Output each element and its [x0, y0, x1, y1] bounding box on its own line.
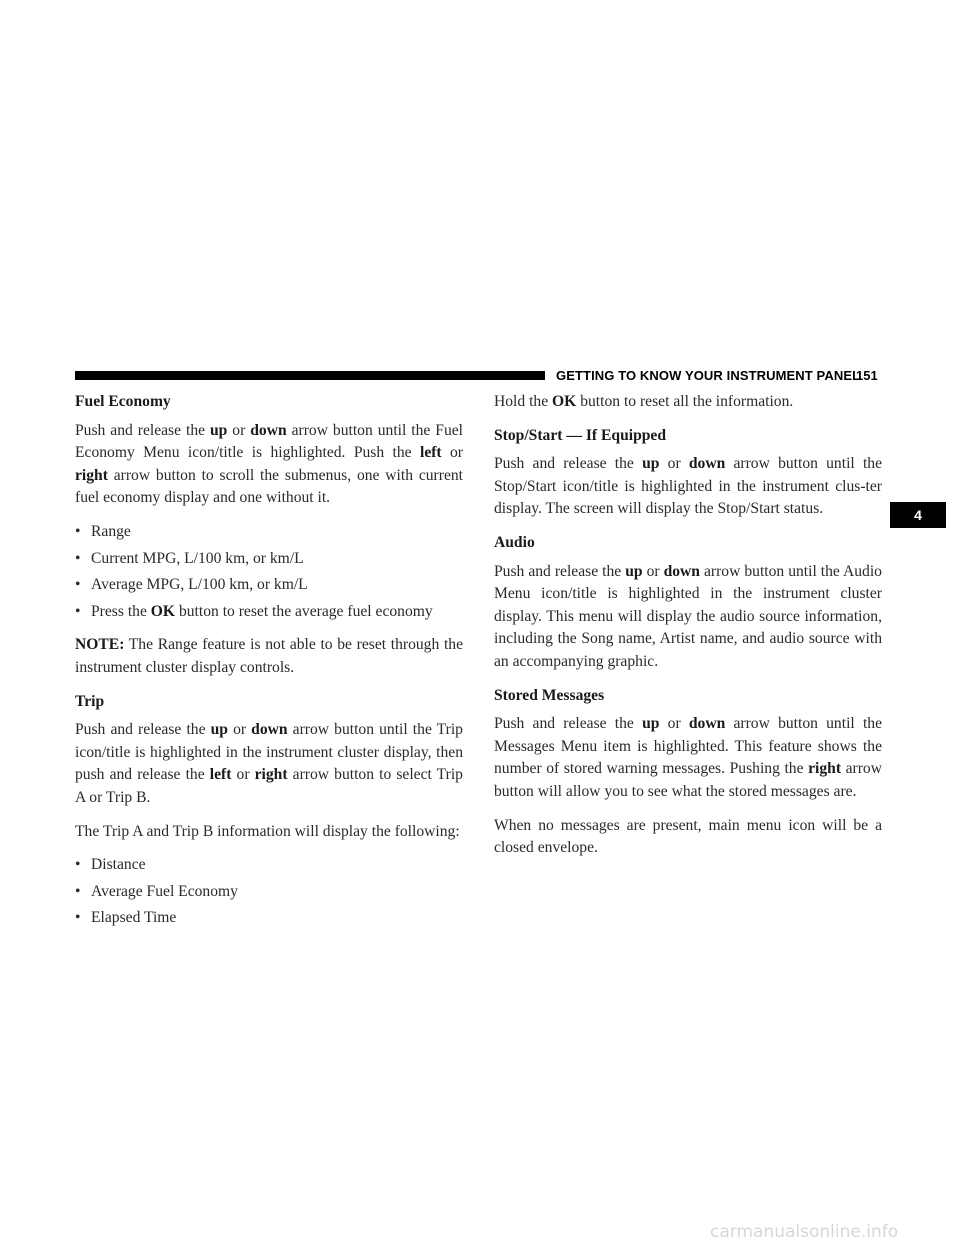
page-number: 151	[856, 368, 878, 383]
stop-start-paragraph: Push and release the up or down arrow button until the Stop/Start icon/title is highlighted in the instrument clus-ter display. The screen will display the Stop/Start status.	[494, 455, 882, 518]
header-rule	[75, 371, 545, 380]
heading-stop-start: Stop/Start — If Equipped	[494, 426, 667, 444]
left-column	[75, 391, 463, 941]
heading-stored-messages: Stored Messages	[494, 686, 605, 704]
list-item: • Distance	[75, 854, 463, 877]
audio-paragraph: Push and release the up or down arrow button until the Audio Menu icon/title is highlighted in the instrument cluster display. This menu will display the audio source information, including the Song name, Artist name, and audio source with an accompanying graphic.	[494, 562, 882, 670]
list-item: • Range	[75, 521, 463, 544]
running-header-title: GETTING TO KNOW YOUR INSTRUMENT PANEL	[556, 368, 861, 383]
heading-fuel-economy: Fuel Economy	[75, 393, 171, 410]
trip-info-paragraph: The Trip A and Trip B information will display the following:	[75, 822, 460, 840]
list-item: • Press the OK button to reset the average fuel economy	[75, 601, 463, 624]
note-paragraph: NOTE: The Range feature is not able to be reset through the instrument cluster display controls.	[75, 636, 463, 676]
list-item: • Current MPG, L/100 km, or km/L	[75, 548, 463, 571]
no-messages-paragraph: When no messages are present, main menu icon will be a closed envelope.	[494, 816, 882, 857]
list-item: • Average Fuel Economy	[75, 881, 463, 904]
right-column	[494, 391, 882, 871]
heading-trip: Trip	[75, 692, 105, 710]
list-item: • Average MPG, L/100 km, or km/L	[75, 574, 463, 597]
fuel-economy-list	[75, 521, 463, 623]
fuel-economy-paragraph: Push and release the up or down arrow button until the Fuel Economy Menu icon/title is highlighted. Push the left or right arrow button to scroll the submenus, one with current fuel economy display and one without it.	[75, 421, 463, 507]
trip-paragraph: Push and release the up or down arrow button until the Trip icon/title is highlighted in the instrument cluster display, then push and release the left or right arrow button to select Trip A or Trip B.	[75, 721, 463, 806]
list-item: • Elapsed Time	[75, 907, 463, 930]
trip-list	[75, 854, 463, 930]
heading-audio: Audio	[494, 533, 535, 551]
chapter-tab: 4	[890, 502, 946, 528]
note-label: NOTE:	[75, 636, 125, 654]
stored-messages-paragraph: Push and release the up or down arrow button until the Messages Menu item is highlighted. This feature shows the number of stored warning messages. Pushing the right arrow button will allow you to see what the stored messages are.	[494, 715, 882, 800]
watermark: carmanualsonline.info	[710, 1222, 899, 1242]
hold-ok-paragraph: Hold the OK button to reset all the information.	[494, 393, 794, 410]
